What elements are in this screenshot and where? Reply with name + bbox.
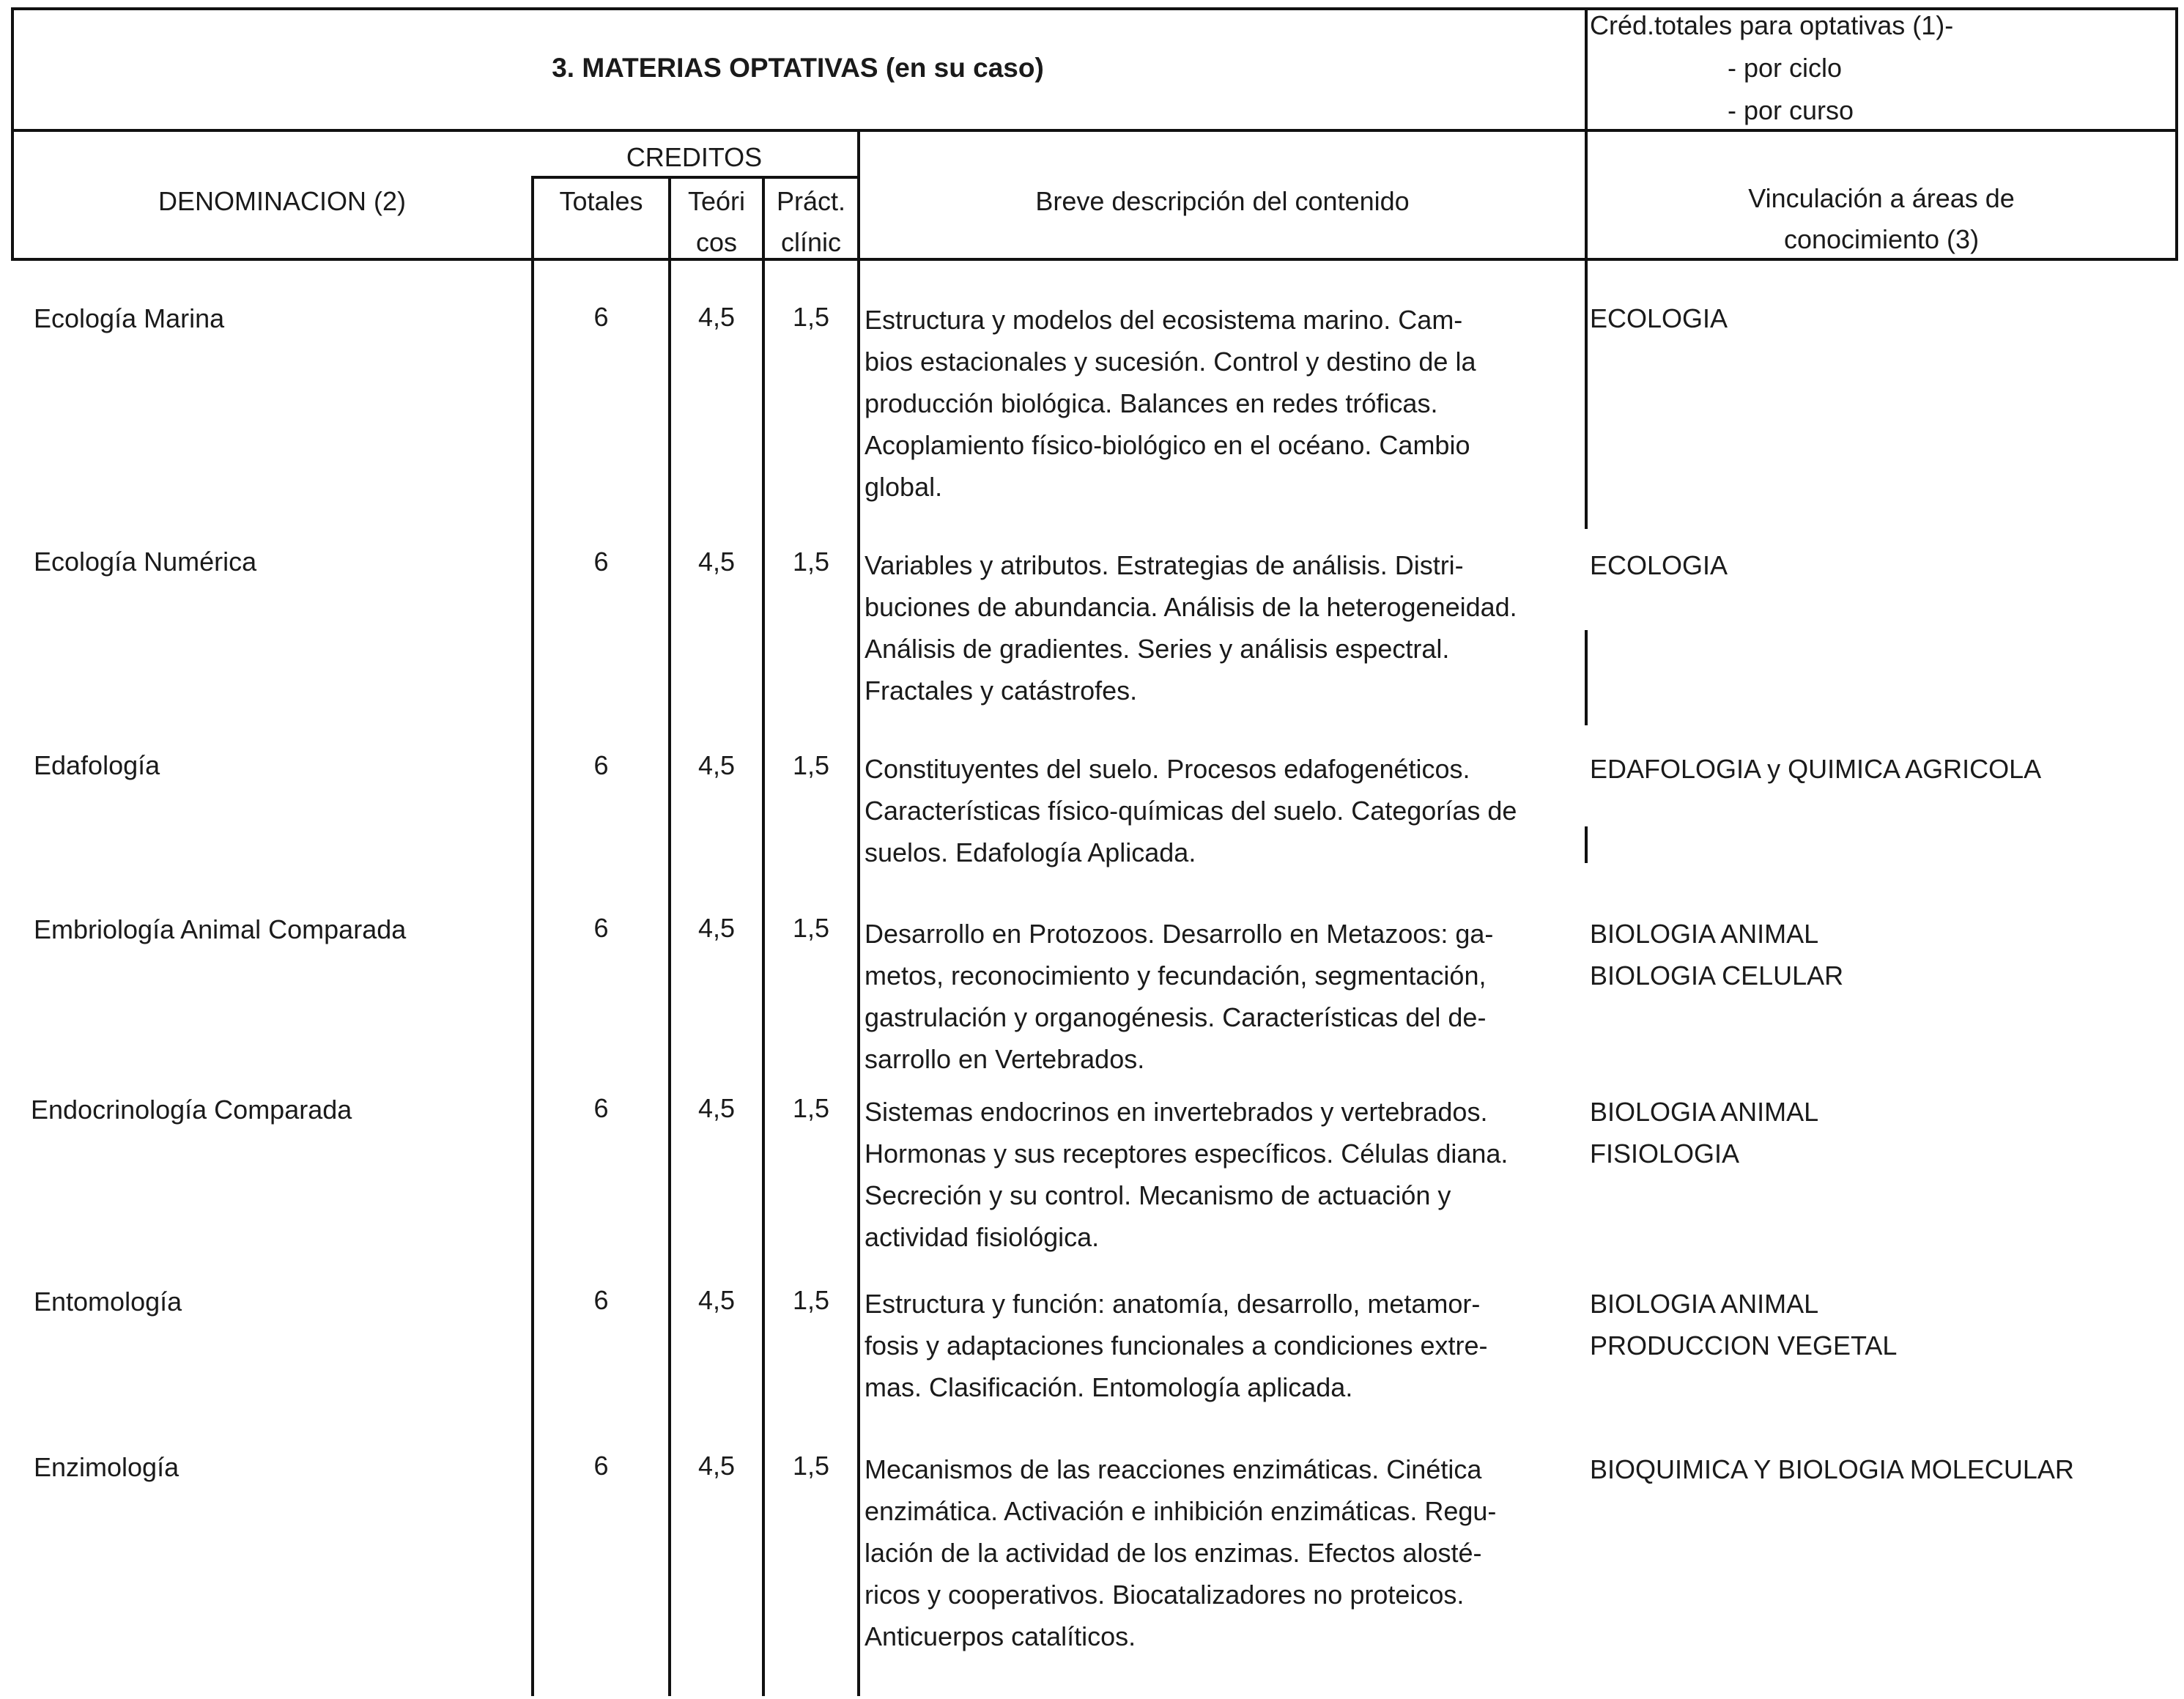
col-header-descripcion: Breve descripción del contenido	[1035, 186, 1410, 216]
credits-totales: 6	[593, 1285, 609, 1315]
subject-name: Entomología	[34, 1287, 182, 1317]
section-title: 3. MATERIAS OPTATIVAS (en su caso)	[552, 53, 1044, 83]
col-header-practicos-line2: clínic	[780, 227, 842, 257]
areas-column-divider-lower-2	[1585, 630, 1588, 725]
content-description: Estructura y modelos del ecosistema marino. Cam- bios estacionales y sucesión. Control y destino de la producción biológica. Balances en redes tróficas. Acoplamiento físico-biológico en el océano. Cambio global.	[865, 305, 1476, 502]
col-header-totales: Totales	[559, 186, 643, 216]
credits-practicos: 1,5	[792, 1093, 830, 1123]
credits-practicos: 1,5	[792, 547, 830, 577]
credits-totales: 6	[593, 913, 609, 943]
content-description: Variables y atributos. Estrategias de análisis. Distri- buciones de abundancia. Análisis de la heterogeneidad. Análisis de gradientes. Series y análisis espectral. Fractales y catástrofes.	[865, 550, 1517, 706]
subject-name: Embriología Animal Comparada	[34, 914, 407, 944]
content-description: Estructura y función: anatomía, desarrollo, metamor- fosis y adaptaciones funcionales a condiciones extre- mas. Clasificación. Entomología aplicada.	[865, 1289, 1488, 1402]
credits-totales: 6	[593, 1093, 609, 1123]
credits-teoricos: 4,5	[697, 1285, 736, 1315]
knowledge-areas: BIOLOGIA ANIMAL FISIOLOGIA	[1590, 1097, 1819, 1169]
credits-teoricos: 4,5	[697, 913, 736, 943]
content-description: Sistemas endocrinos en invertebrados y vertebrados. Hormonas y sus receptores específicos. Células diana. Secreción y su control. Mecanismo de actuación y actividad fisiológica.	[865, 1097, 1509, 1252]
knowledge-areas: BIOLOGIA ANIMAL BIOLOGIA CELULAR	[1590, 919, 1844, 991]
credits-teoricos: 4,5	[697, 750, 736, 780]
areas-column-divider-lower-3	[1585, 826, 1588, 863]
subject-name: Endocrinología Comparada	[31, 1095, 352, 1125]
credits-teoricos: 4,5	[697, 302, 736, 332]
creditos-totales-label: Créd.totales para optativas (1)-	[1590, 10, 1954, 40]
knowledge-areas: ECOLOGIA	[1590, 550, 1728, 580]
subject-name: Ecología Marina	[34, 303, 225, 333]
subject-name: Enzimología	[34, 1452, 179, 1482]
table-left-border	[11, 7, 14, 261]
col-header-vinculacion-line2: conocimiento (3)	[1783, 224, 1980, 254]
col-header-teoricos-line2: cos	[695, 227, 738, 257]
credits-practicos: 1,5	[792, 913, 830, 943]
col-header-practicos-line1: Práct.	[776, 186, 846, 216]
areas-column-divider-lower-1	[1585, 258, 1588, 529]
knowledge-areas: BIOLOGIA ANIMAL PRODUCCION VEGETAL	[1590, 1289, 1898, 1361]
knowledge-areas: ECOLOGIA	[1590, 303, 1728, 333]
credits-totales: 6	[593, 1451, 609, 1481]
credits-practicos: 1,5	[792, 750, 830, 780]
subject-name: Ecología Numérica	[34, 547, 257, 577]
content-description: Constituyentes del suelo. Procesos edafogenéticos. Características físico-químicas del suelo. Categorías de suelos. Edafología Aplicada.	[865, 754, 1517, 867]
subject-name: Edafología	[34, 750, 160, 780]
credits-practicos: 1,5	[792, 1451, 830, 1481]
credits-teoricos: 4,5	[697, 547, 736, 577]
col-header-teoricos-line1: Teóri	[687, 186, 746, 216]
content-description: Mecanismos de las reacciones enzimáticas. Cinética enzimática. Activación e inhibición enzimáticas. Regu- lación de la actividad de los enzimas. Efectos alosté- ricos y cooperativos. Biocatalizadores no proteicos. Anticuerpos catalíticos.	[865, 1454, 1497, 1651]
knowledge-areas: EDAFOLOGIA y QUIMICA AGRICOLA	[1590, 754, 2042, 784]
credits-practicos: 1,5	[792, 1285, 830, 1315]
credits-teoricos: 4,5	[697, 1093, 736, 1123]
knowledge-areas: BIOQUIMICA Y BIOLOGIA MOLECULAR	[1590, 1454, 2074, 1484]
col-header-denominacion: DENOMINACION (2)	[158, 186, 406, 216]
content-description: Desarrollo en Protozoos. Desarrollo en Metazoos: ga- metos, reconocimiento y fecundación, segmentación, gastrulación y organogénesis. Características del de- sarrollo en Vertebrados.	[865, 919, 1494, 1074]
col-header-creditos: CREDITOS	[626, 142, 763, 172]
por-curso-label: - por curso	[1728, 95, 1854, 125]
credits-totales: 6	[593, 302, 609, 332]
por-ciclo-label: - por ciclo	[1728, 53, 1843, 83]
credits-practicos: 1,5	[792, 302, 830, 332]
credits-totales: 6	[593, 750, 609, 780]
credits-totales: 6	[593, 547, 609, 577]
table-right-border	[2175, 7, 2178, 261]
col-header-vinculacion-line1: Vinculación a áreas de	[1748, 183, 2015, 213]
credits-teoricos: 4,5	[697, 1451, 736, 1481]
description-column-divider	[857, 132, 860, 1696]
